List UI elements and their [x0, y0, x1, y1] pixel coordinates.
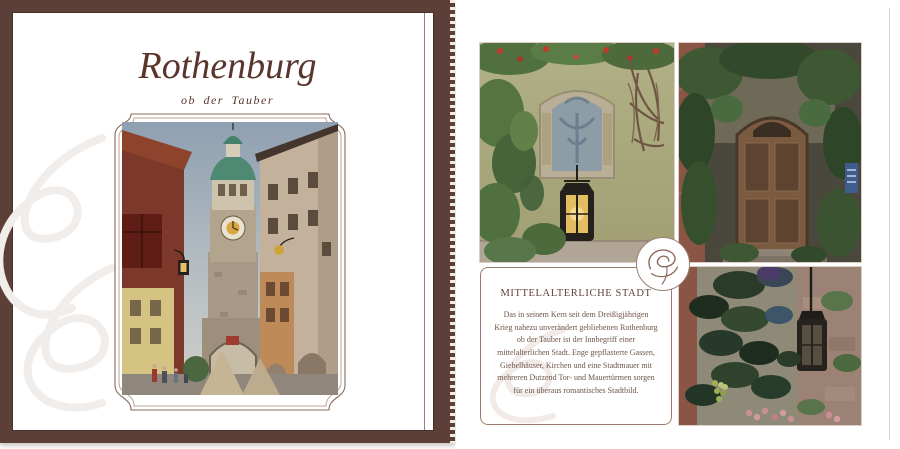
- caption-text-box[interactable]: [480, 267, 672, 425]
- caption-body: Das in seinem Kern seit dem Dreißigjährigen Krieg nahezu unverändert gebliebenen Rothenburg ob der Tauber ist der Innbegriff einer mittelalterlichen Stadt. Enge gepflasterte Gassen, Giebelhäuser, Kirchen und eine Stadtmauer mit mehreren Dutzend Tor- und Mauertürmen sorgen für ein überaus romantisches Stadtbild.: [494, 310, 658, 395]
- ivy-door-illustration: [679, 43, 861, 262]
- right-page: [456, 0, 900, 449]
- page-edge-line: [889, 8, 890, 440]
- caption-heading: MITTELALTERLICHE STADT: [500, 288, 652, 299]
- flourish-medallion: [636, 237, 690, 291]
- wall-niche-illustration: [480, 43, 674, 262]
- wall-niche-lantern-photo[interactable]: [480, 43, 674, 262]
- street-scene-illustration: [122, 122, 338, 395]
- calligraphic-flourish-icon: [637, 238, 689, 290]
- ivy-lantern-illustration: [679, 267, 861, 425]
- rothenburg-street-markusturm-photo[interactable]: [122, 122, 338, 395]
- ivy-lantern-grapes-photo[interactable]: [679, 267, 861, 425]
- page-title[interactable]: Rothenburg: [138, 45, 317, 87]
- left-page: [0, 0, 455, 443]
- spine-pinstripe: [424, 13, 425, 430]
- ivy-covered-door-photo[interactable]: [679, 43, 861, 262]
- page-subtitle[interactable]: ob der Tauber: [180, 93, 275, 107]
- stitched-spine-divider: [450, 0, 455, 443]
